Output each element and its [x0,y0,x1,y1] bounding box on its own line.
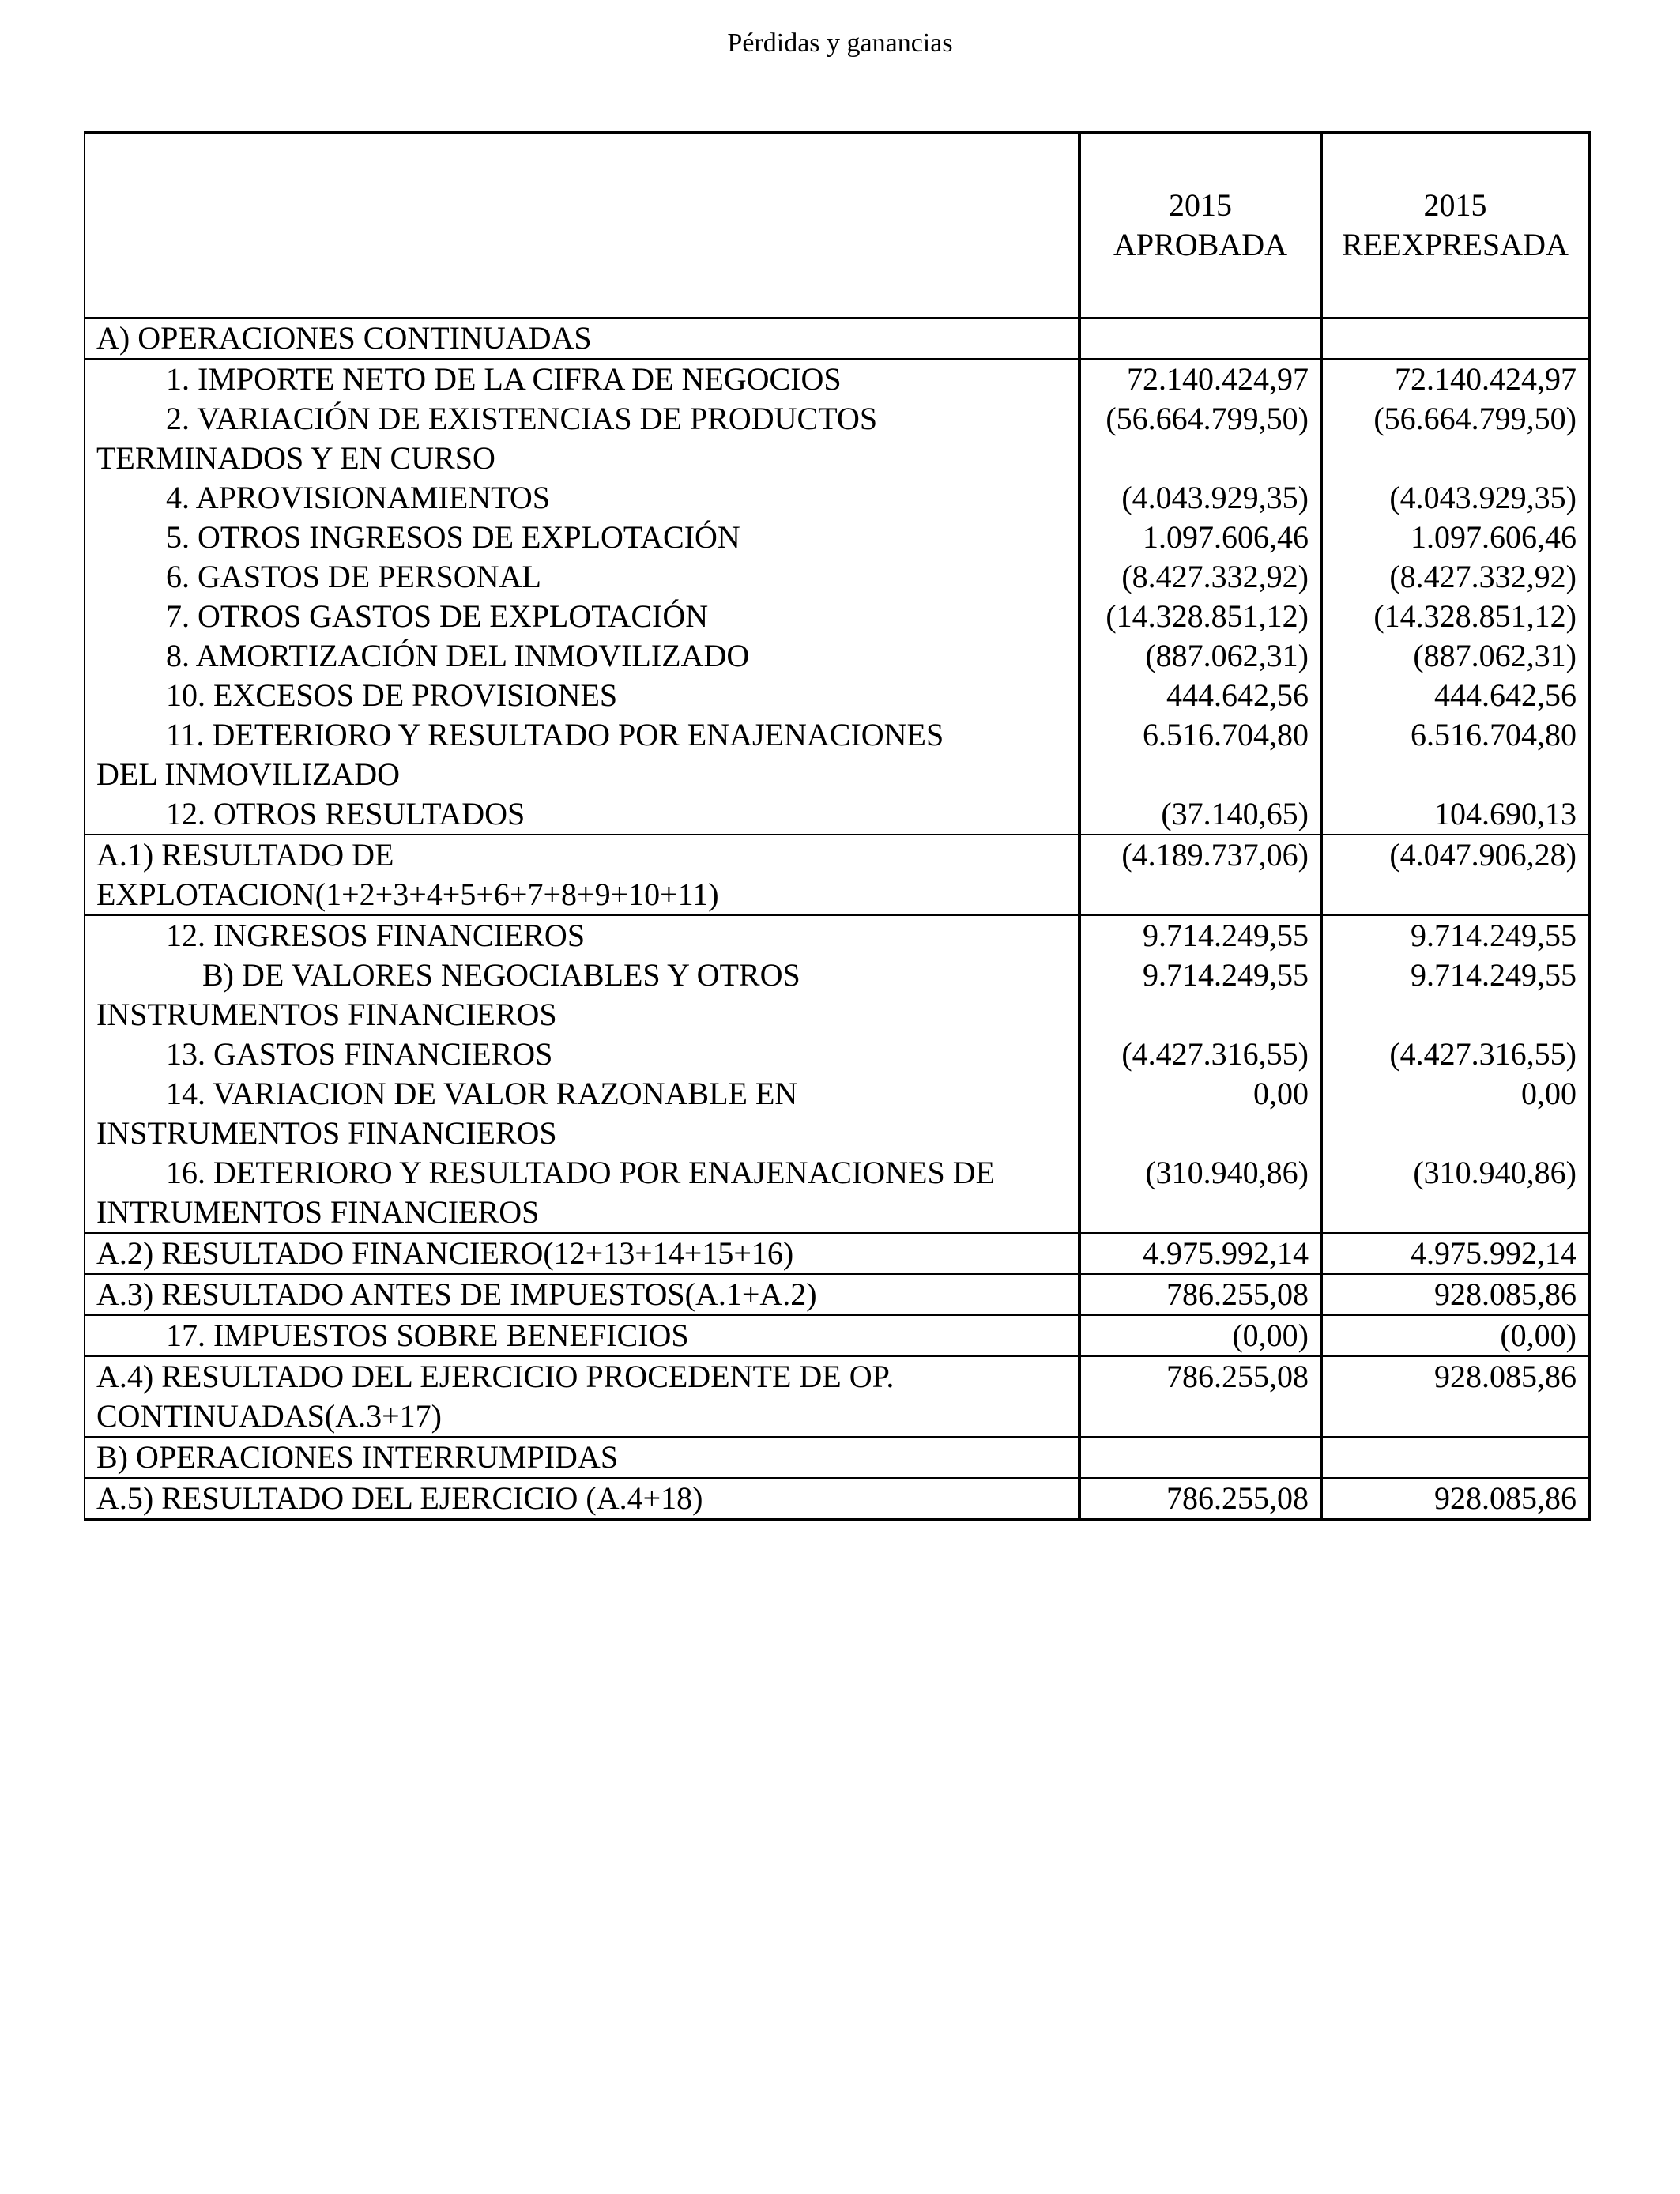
row-label-line2: EXPLOTACION(1+2+3+4+5+6+7+8+9+10+11) [96,876,719,912]
value-reexpresada: (14.328.851,12) [1321,597,1589,636]
row-label-line2: INSTRUMENTOS FINANCIEROS [96,1115,557,1151]
row-label [85,835,1079,915]
value-aprobada: 9.714.249,55 [1079,956,1321,1035]
row-label-line1: A.4) RESULTADO DEL EJERCICIO PROCEDENTE DE OP. [96,1359,895,1394]
value-aprobada: 9.714.249,55 [1079,915,1321,956]
value-aprobada: (310.940,86) [1079,1153,1321,1233]
table-row [85,1074,1589,1153]
row-label-line1: 12. INGRESOS FINANCIEROS [166,918,586,953]
value-reexpresada: (887.062,31) [1321,636,1589,676]
row-label-line1: 14. VARIACION DE VALOR RAZONABLE EN [166,1076,798,1111]
row-label-line2: CONTINUADAS(A.3+17) [96,1398,442,1434]
row-label [85,1315,1079,1356]
value-reexpresada: (4.047.906,28) [1321,835,1589,915]
value-reexpresada: (4.427.316,55) [1321,1035,1589,1074]
value-reexpresada: (0,00) [1321,1315,1589,1356]
row-label-line1: 7. OTROS GASTOS DE EXPLOTACIÓN [166,598,709,634]
row-label [85,318,1079,359]
row-label-line1: A.1) RESULTADO DE [96,837,394,873]
value-aprobada: (4.189.737,06) [1079,835,1321,915]
value-aprobada: 4.975.992,14 [1079,1233,1321,1274]
value-reexpresada: (56.664.799,50) [1321,399,1589,478]
row-label-line2: INTRUMENTOS FINANCIEROS [96,1194,540,1230]
value-reexpresada: 104.690,13 [1321,794,1589,835]
profit-loss-table [84,131,1591,1521]
table-header-row [85,133,1589,319]
row-label-line1: 4. APROVISIONAMIENTOS [166,480,550,515]
row-label [85,1233,1079,1274]
value-aprobada: 0,00 [1079,1074,1321,1153]
value-reexpresada: 0,00 [1321,1074,1589,1153]
row-label [85,1478,1079,1520]
table-row [85,518,1589,557]
value-aprobada [1079,318,1321,359]
header-col-aprobada [1079,133,1321,319]
value-aprobada: (56.664.799,50) [1079,399,1321,478]
row-label [85,478,1079,518]
value-aprobada: (37.140,65) [1079,794,1321,835]
row-label-line1: 6. GASTOS DE PERSONAL [166,559,541,594]
table-row [85,1035,1589,1074]
row-label-line2: TERMINADOS Y EN CURSO [96,440,495,476]
value-reexpresada: 928.085,86 [1321,1478,1589,1520]
value-aprobada: (4.043.929,35) [1079,478,1321,518]
row-label-line1: 10. EXCESOS DE PROVISIONES [166,677,618,713]
row-label [85,1074,1079,1153]
table-row [85,1315,1589,1356]
value-reexpresada: (4.043.929,35) [1321,478,1589,518]
row-label-line1: 11. DETERIORO Y RESULTADO POR ENAJENACIONES [166,717,944,752]
value-reexpresada: (310.940,86) [1321,1153,1589,1233]
table-row [85,1274,1589,1315]
row-label [85,399,1079,478]
row-label-line1: 1. IMPORTE NETO DE LA CIFRA DE NEGOCIOS [166,361,842,397]
row-label [85,597,1079,636]
row-label-line2: DEL INMOVILIZADO [96,756,400,792]
value-reexpresada [1321,1437,1589,1478]
value-aprobada: 444.642,56 [1079,676,1321,715]
row-label [85,1274,1079,1315]
row-label [85,518,1079,557]
value-aprobada: 786.255,08 [1079,1478,1321,1520]
value-aprobada: 72.140.424,97 [1079,359,1321,399]
header-col-b-year: 2015 [1423,187,1487,223]
value-reexpresada: 444.642,56 [1321,676,1589,715]
header-col-a-label: APROBADA [1113,227,1288,262]
table-row [85,1437,1589,1478]
row-label-line1: A.5) RESULTADO DEL EJERCICIO (A.4+18) [96,1480,703,1516]
value-reexpresada: 9.714.249,55 [1321,915,1589,956]
value-aprobada: 6.516.704,80 [1079,715,1321,794]
row-label-line1: 5. OTROS INGRESOS DE EXPLOTACIÓN [166,519,740,555]
row-label [85,676,1079,715]
value-reexpresada: (8.427.332,92) [1321,557,1589,597]
row-label-line1: 13. GASTOS FINANCIEROS [166,1036,553,1072]
value-reexpresada [1321,318,1589,359]
header-col-reexpresada [1321,133,1589,319]
table-row [85,956,1589,1035]
value-reexpresada: 6.516.704,80 [1321,715,1589,794]
row-label-line1: 8. AMORTIZACIÓN DEL INMOVILIZADO [166,638,750,673]
row-label [85,557,1079,597]
row-label-line1: B) OPERACIONES INTERRUMPIDAS [96,1439,619,1475]
table-row [85,1233,1589,1274]
header-label-cell [85,133,1079,319]
row-label-line1: A.2) RESULTADO FINANCIERO(12+13+14+15+16) [96,1235,794,1271]
table-row [85,399,1589,478]
row-label [85,359,1079,399]
value-aprobada: 1.097.606,46 [1079,518,1321,557]
value-aprobada: 786.255,08 [1079,1356,1321,1437]
row-label [85,794,1079,835]
row-label-line1: A) OPERACIONES CONTINUADAS [96,320,592,356]
row-label [85,715,1079,794]
table-row [85,915,1589,956]
row-label [85,1153,1079,1233]
table-row [85,676,1589,715]
row-label [85,1356,1079,1437]
table-row [85,835,1589,915]
value-aprobada [1079,1437,1321,1478]
row-label-line2: INSTRUMENTOS FINANCIEROS [96,997,557,1032]
row-label [85,636,1079,676]
table-row [85,1356,1589,1437]
value-aprobada: (4.427.316,55) [1079,1035,1321,1074]
table-row [85,1478,1589,1520]
row-label [85,1437,1079,1478]
table-row [85,318,1589,359]
table-row [85,557,1589,597]
row-label-line1: 12. OTROS RESULTADOS [166,796,525,831]
header-col-a-year: 2015 [1169,187,1232,223]
value-reexpresada: 9.714.249,55 [1321,956,1589,1035]
row-label [85,1035,1079,1074]
value-aprobada: (8.427.332,92) [1079,557,1321,597]
table-row [85,597,1589,636]
value-aprobada: (887.062,31) [1079,636,1321,676]
row-label-line1: 17. IMPUESTOS SOBRE BENEFICIOS [166,1318,689,1353]
table-row [85,636,1589,676]
row-label [85,956,1079,1035]
header-col-b-label: REEXPRESADA [1342,227,1569,262]
value-reexpresada: 928.085,86 [1321,1356,1589,1437]
row-label-line1: A.3) RESULTADO ANTES DE IMPUESTOS(A.1+A.2) [96,1276,817,1312]
value-aprobada: 786.255,08 [1079,1274,1321,1315]
value-reexpresada: 4.975.992,14 [1321,1233,1589,1274]
value-reexpresada: 1.097.606,46 [1321,518,1589,557]
row-label-line1: B) DE VALORES NEGOCIABLES Y OTROS [202,957,800,993]
table-row [85,794,1589,835]
page-title: Pérdidas y ganancias [727,28,953,58]
table-row [85,1153,1589,1233]
table-row [85,715,1589,794]
value-reexpresada: 72.140.424,97 [1321,359,1589,399]
row-label [85,915,1079,956]
value-aprobada: (14.328.851,12) [1079,597,1321,636]
row-label-line1: 2. VARIACIÓN DE EXISTENCIAS DE PRODUCTOS [166,401,878,436]
value-aprobada: (0,00) [1079,1315,1321,1356]
table-row [85,478,1589,518]
value-reexpresada: 928.085,86 [1321,1274,1589,1315]
table-row [85,359,1589,399]
row-label-line1: 16. DETERIORO Y RESULTADO POR ENAJENACIONES DE [166,1155,996,1190]
